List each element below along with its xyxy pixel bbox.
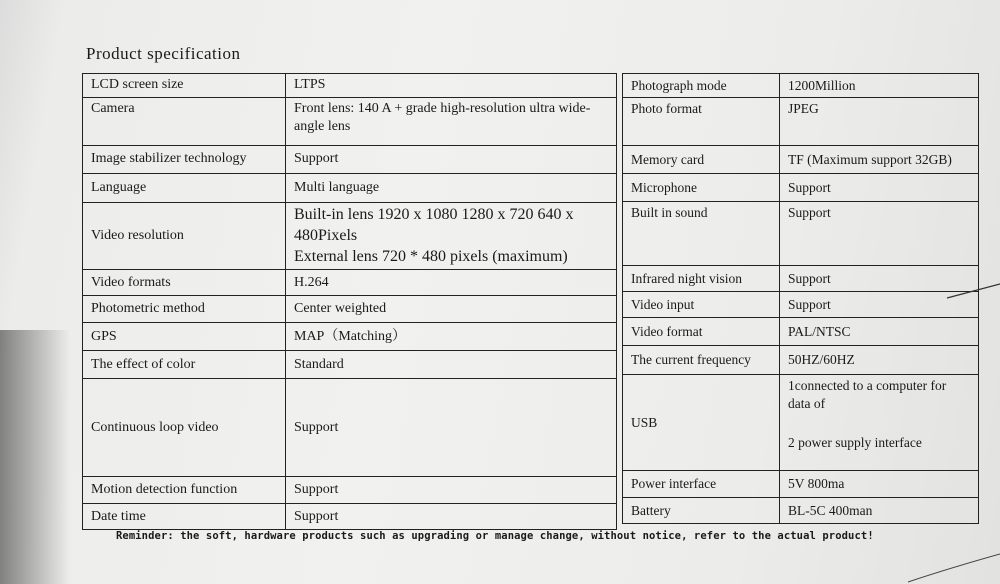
spec-label: Video input (623, 292, 780, 318)
spec-value-line: Built-in lens 1920 x 1080 1280 x 720 640 x 480Pixels (294, 206, 574, 244)
spec-label: USB (623, 375, 780, 471)
table-row (83, 296, 617, 323)
right-spec-table (622, 73, 979, 524)
table-row (623, 318, 979, 346)
page-title: Product specification (86, 44, 241, 63)
spec-value: BL-5C 400man (780, 498, 979, 524)
spec-value: JPEG (780, 98, 979, 146)
spec-label: Camera (83, 98, 286, 146)
spec-value: 50HZ/60HZ (780, 346, 979, 375)
spec-value: Support (780, 266, 979, 292)
table-row (83, 379, 617, 477)
table-row (83, 504, 617, 530)
table-row (623, 266, 979, 292)
spec-value-line: External lens 720 * 480 pixels (maximum) (294, 247, 568, 265)
table-row (623, 98, 979, 146)
spec-label: Built in sound (623, 202, 780, 266)
table-row (623, 74, 979, 98)
spec-value: Support (780, 174, 979, 202)
spec-value: Support (780, 202, 979, 266)
spec-label: Date time (83, 504, 286, 530)
pen-mark (945, 282, 1000, 302)
table-row (83, 203, 617, 270)
spec-value: Front lens: 140 A + grade high-resolution ultra wide-angle lens (286, 98, 617, 146)
spec-label: The current frequency (623, 346, 780, 375)
spec-label: Photometric method (83, 296, 286, 323)
spec-label: GPS (83, 323, 286, 351)
spec-label: Language (83, 174, 286, 203)
pen-mark (900, 548, 1000, 584)
spec-value: Support (286, 477, 617, 504)
spec-value: MAP（Matching） (286, 323, 617, 351)
spec-value: 1200Million (780, 74, 979, 98)
spec-label: Infrared night vision (623, 266, 780, 292)
table-row (623, 471, 979, 498)
table-row (623, 375, 979, 471)
table-row (623, 146, 979, 174)
spec-label: Microphone (623, 174, 780, 202)
table-row (83, 146, 617, 174)
photo-shadow (0, 330, 70, 584)
spec-value: Standard (286, 351, 617, 379)
spec-value: TF (Maximum support 32GB) (780, 146, 979, 174)
spec-label: Video resolution (83, 203, 286, 270)
spec-label: Power interface (623, 471, 780, 498)
spec-label: Video format (623, 318, 780, 346)
spec-value: LTPS (286, 74, 617, 98)
table-row (623, 498, 979, 524)
spec-label: Photograph mode (623, 74, 780, 98)
spec-value-line: 1connected to a computer for data of (788, 378, 947, 411)
spec-label: Photo format (623, 98, 780, 146)
table-row (83, 323, 617, 351)
spec-value (780, 375, 979, 471)
table-row (83, 98, 617, 146)
spec-label: LCD screen size (83, 74, 286, 98)
spec-label: Memory card (623, 146, 780, 174)
spec-value: H.264 (286, 270, 617, 296)
table-row (623, 346, 979, 375)
spec-label: Video formats (83, 270, 286, 296)
spec-value-line: 2 power supply interface (788, 435, 922, 451)
spec-value: Support (780, 292, 979, 318)
spec-value (286, 203, 617, 270)
spec-value: PAL/NTSC (780, 318, 979, 346)
table-row (83, 74, 617, 98)
spec-label: Continuous loop video (83, 379, 286, 477)
spec-value: Support (286, 504, 617, 530)
spec-label: Battery (623, 498, 780, 524)
spec-value: Support (286, 146, 617, 174)
table-row (83, 351, 617, 379)
table-row (623, 292, 979, 318)
left-spec-table (82, 73, 617, 530)
table-row (83, 174, 617, 203)
table-row (623, 202, 979, 266)
spec-label: Motion detection function (83, 477, 286, 504)
table-row (623, 174, 979, 202)
table-row (83, 270, 617, 296)
spec-value: Support (286, 379, 617, 477)
spec-label: The effect of color (83, 351, 286, 379)
spec-value: Multi language (286, 174, 617, 203)
table-row (83, 477, 617, 504)
reminder-note: Reminder: the soft, hardware products such as upgrading or manage change, without notice, refer to the actual product! (116, 530, 874, 542)
spec-value: 5V 800ma (780, 471, 979, 498)
spec-value: Center weighted (286, 296, 617, 323)
spec-label: Image stabilizer technology (83, 146, 286, 174)
